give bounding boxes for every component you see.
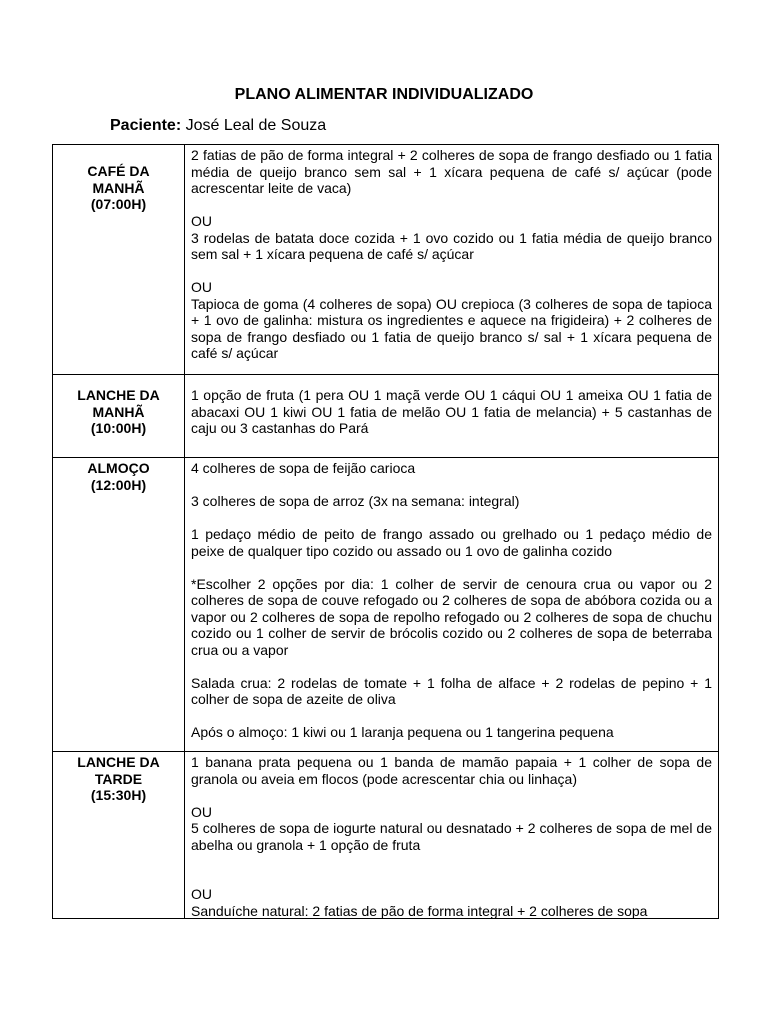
meal-option-text: OU 3 rodelas de batata doce cozida + 1 ovo cozido ou 1 fatia média de queijo branco sem sal + 1 xícara pequena de café s/ açúcar xyxy=(191,213,712,262)
meal-name-line1: LANCHE DA xyxy=(77,754,160,770)
meal-label-cell xyxy=(53,458,185,752)
meal-option-text: *Escolher 2 opções por dia: 1 colher de servir de cenoura crua ou vapor ou 2 colheres de sopa de couve refogado ou 2 colheres de sopa de abóbora cozida ou a vapor ou 2 colheres de sopa de repolho refogado ou 2 colheres de sopa de chuchu cozido ou 1 colher de servir de brócolis cozido ou 2 colheres de sopa de beterraba crua ou a vapor xyxy=(191,575,712,658)
meal-time: (10:00H) xyxy=(90,420,147,436)
meal-time: (07:00H) xyxy=(90,196,147,212)
meal-name-line2: MANHÃ xyxy=(92,403,145,420)
meal-label-cell xyxy=(53,752,185,919)
meal-content-cell xyxy=(185,752,719,919)
meal-option-text: Após o almoço: 1 kiwi ou 1 laranja pequena ou 1 tangerina pequena xyxy=(191,724,614,740)
meal-plan-table xyxy=(52,144,719,919)
meal-label-cell xyxy=(53,145,185,375)
meal-option-text: Salada crua: 2 rodelas de tomate + 1 folha de alface + 2 rodelas de pepino + 1 colher de sopa de azeite de oliva xyxy=(191,674,712,707)
meal-option-text: 3 colheres de sopa de arroz (3x na semana: integral) xyxy=(191,493,520,509)
meal-row-morning-snack xyxy=(53,375,719,458)
meal-label-cell xyxy=(53,375,185,458)
meal-option-text: OU Tapioca de goma (4 colheres de sopa) OU crepioca (3 colheres de sopa de tapioca + 1 ovo de galinha: mistura os ingredientes e aquece na frigideira) + 2 colheres de sopa de frango desfiado ou 1 fatia de queijo branco s/ sal + 1 xícara pequena de café s/ açúcar xyxy=(191,279,712,361)
meal-name-line1: LANCHE DA xyxy=(77,387,160,403)
meal-name-line1: CAFÉ DA xyxy=(87,163,150,179)
patient-label: Paciente: xyxy=(110,117,182,134)
meal-content-clip xyxy=(191,754,712,918)
meal-row-lunch xyxy=(53,458,719,752)
patient-name: José Leal de Souza xyxy=(185,117,327,134)
meal-time: (12:00H) xyxy=(90,476,147,493)
meal-option-text: 1 opção de fruta (1 pera OU 1 maçã verde OU 1 cáqui OU 1 ameixa OU 1 fatia de abacaxi OU 1 kiwi OU 1 fatia de melão OU 1 fatia de melancia) + 5 castanhas de caju ou 3 castanhas do Pará xyxy=(191,387,712,436)
meal-name-line2: TARDE xyxy=(94,770,143,787)
document-title: PLANO ALIMENTAR INDIVIDUALIZADO xyxy=(234,86,534,103)
meal-row-breakfast xyxy=(53,145,719,375)
meal-content-cell xyxy=(185,145,719,375)
meal-option-text: 4 colheres de sopa de feijão carioca xyxy=(191,460,416,476)
meal-time: (15:30H) xyxy=(90,787,147,803)
meal-option-text: OU Sanduíche natural: 2 fatias de pão de forma integral + 2 colheres de sopa xyxy=(191,886,648,918)
meal-content-cell xyxy=(185,375,719,458)
meal-option-text: 1 banana prata pequena ou 1 banda de mamão papaia + 1 colher de sopa de granola ou aveia em flocos (pode acrescentar chia ou linhaça) xyxy=(191,754,712,787)
patient-line xyxy=(110,117,326,135)
meal-option-text: OU 5 colheres de sopa de iogurte natural ou desnatado + 2 colheres de sopa de mel de abelha ou granola + 1 opção de fruta xyxy=(191,803,712,853)
meal-name-line1: ALMOÇO xyxy=(87,460,150,476)
meal-content-cell xyxy=(185,458,719,752)
meal-option-text: 2 fatias de pão de forma integral + 2 colheres de sopa de frango desfiado ou 1 fatia média de queijo branco sem sal + 1 xícara pequena de café s/ açúcar (pode acrescentar leite de vaca) xyxy=(191,147,712,196)
meal-name-line2: MANHÃ xyxy=(92,179,145,196)
meal-row-afternoon-snack xyxy=(53,752,719,919)
meal-option-text: 1 pedaço médio de peito de frango assado ou grelhado ou 1 pedaço médio de peixe de qualquer tipo cozido ou assado ou 1 ovo de galinha cozido xyxy=(191,526,712,559)
